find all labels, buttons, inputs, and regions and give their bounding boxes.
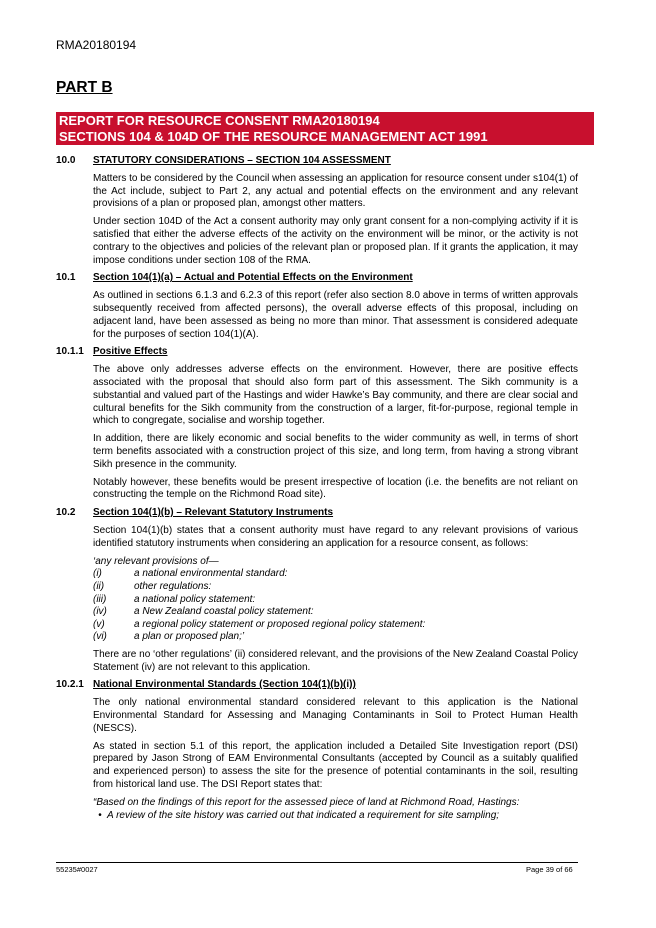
list-item <box>93 568 578 581</box>
list-item-text: a national environmental standard: <box>134 568 288 580</box>
list-item-text: a regional policy statement or proposed regional policy statement: <box>134 618 426 630</box>
paragraph: As outlined in sections 6.1.3 and 6.2.3 of this report (refer also section 8.0 above in terms of written approvals subsequently received from affected persons), the overall adverse effects of this proposal, including on adjacent land, have been assessed as being no more than minor. That assessment is considered adequate for the purposes of section 104(1)(A). <box>93 290 578 340</box>
section-title: STATUTORY CONSIDERATIONS – SECTION 104 ASSESSMENT <box>93 155 391 166</box>
section-number: 10.1 <box>56 272 76 284</box>
quote-intro: ‘any relevant provisions of— <box>93 555 219 567</box>
list-item-number: (v) <box>93 618 105 630</box>
list-item-text: a national policy statement: <box>134 593 256 605</box>
paragraph: Matters to be considered by the Council when assessing an application for resource consent under s104(1) of the Act include, subject to Part 2, any actual and potential effects on the environment and any relevant provisions of a plan or proposed plan, amongst other matters. <box>93 172 578 210</box>
paragraph: The only national environmental standard considered relevant to this application is the National Environmental Standard for Assessing and Managing Contaminants in Soil to Protect Human Health (NESCS). <box>93 697 578 734</box>
section-title: National Environmental Standards (Section 104(1)(b)(i)) <box>93 679 356 691</box>
footer-document-id: 55235#0027 <box>56 865 98 874</box>
list-item <box>93 594 578 607</box>
banner-line-1: REPORT FOR RESOURCE CONSENT RMA20180194 <box>59 113 380 128</box>
statutory-instruments-list <box>93 568 578 644</box>
bullet-icon: • <box>98 809 102 821</box>
list-item-number: (vi) <box>93 631 107 643</box>
list-item <box>93 631 578 644</box>
section-title: Section 104(1)(a) – Actual and Potential Effects on the Environment <box>93 272 413 284</box>
paragraph: The above only addresses adverse effects on the environment. However, there are positive effects associated with the proposal that should also form part of this assessment. The Sikh community is a substantial and valued part of the Hastings and wider Hawke’s Bay community, and there are clear social and cultural benefits for the Sikh community from the construction of a larger, fit-for-purpose, regional temple in which to congregate, socialise and worship together. <box>93 364 578 427</box>
footer-divider <box>56 862 578 863</box>
section-heading-10 <box>56 155 578 168</box>
list-item <box>93 619 578 632</box>
section-number: 10.2 <box>56 507 76 519</box>
list-item-number: (ii) <box>93 580 105 592</box>
section-title: Positive Effects <box>93 346 168 358</box>
section-number: 10.0 <box>56 155 76 166</box>
report-title-banner <box>56 112 594 145</box>
banner-line-2: SECTIONS 104 & 104D OF THE RESOURCE MANAGEMENT ACT 1991 <box>59 129 488 144</box>
document-reference: RMA20180194 <box>56 38 137 52</box>
list-item-text: other regulations: <box>134 580 212 592</box>
paragraph: As stated in section 5.1 of this report, the application included a Detailed Site Investigation report (DSI) prepared by Jason Strong of EAM Environmental Consultants (accepted by Council as a suitably qualified and experienced person) to assess the site for the presence of potential contaminants in the soil, resulting from historical land use. The DSI Report states that: <box>93 740 578 791</box>
list-item-number: (i) <box>93 568 102 580</box>
footer-page-number: Page 39 of 66 <box>526 865 573 874</box>
section-number: 10.2.1 <box>56 679 84 691</box>
quote-text: “Based on the findings of this report for the assessed piece of land at Richmond Road, Hastings: <box>93 796 520 808</box>
list-item <box>93 581 578 594</box>
paragraph: Notably however, these benefits would be present irrespective of location (i.e. the benefits are not reliant on constructing the temple on the Richmond Road site). <box>93 476 578 501</box>
section-title: Section 104(1)(b) – Relevant Statutory Instruments <box>93 507 334 519</box>
paragraph: In addition, there are likely economic and social benefits to the wider community as well, in terms of short term benefits associated with a construction project of this size, and long term, from having a strong vibrant Sikh presence in the community. <box>93 433 578 470</box>
paragraph: There are no ‘other regulations’ (ii) considered relevant, and the provisions of the New Zealand Coastal Policy Statement (iv) are not relevant to this application. <box>93 648 578 673</box>
section-number: 10.1.1 <box>56 346 84 358</box>
section-heading-10-1-1 <box>56 346 578 359</box>
list-item-text: a New Zealand coastal policy statement: <box>134 606 314 618</box>
report-body <box>56 155 578 822</box>
section-heading-10-1 <box>56 272 578 285</box>
part-title: PART B <box>56 79 113 96</box>
section-heading-10-2-1 <box>56 679 578 692</box>
bullet-text: A review of the site history was carried out that indicated a requirement for site sampling; <box>107 809 500 821</box>
list-item-number: (iv) <box>93 606 107 618</box>
paragraph: Section 104(1)(b) states that a consent authority must have regard to any relevant provisions of various identified statutory instruments when considering an application for a resource consent, as follows: <box>93 524 578 549</box>
list-item <box>93 606 578 619</box>
list-item-number: (iii) <box>93 593 107 605</box>
list-item-text: a plan or proposed plan;’ <box>134 631 245 643</box>
section-heading-10-2 <box>56 507 578 520</box>
bullet-item <box>93 810 578 823</box>
paragraph: Under section 104D of the Act a consent authority may only grant consent for a non-complying activity if it is satisfied that either the adverse effects of the activity on the environment will be minor, or the activity is not contrary to the objectives and policies of the relevant plan or proposed plan. If it grants the application, it may impose conditions under section 108 of the RMA. <box>93 216 578 266</box>
